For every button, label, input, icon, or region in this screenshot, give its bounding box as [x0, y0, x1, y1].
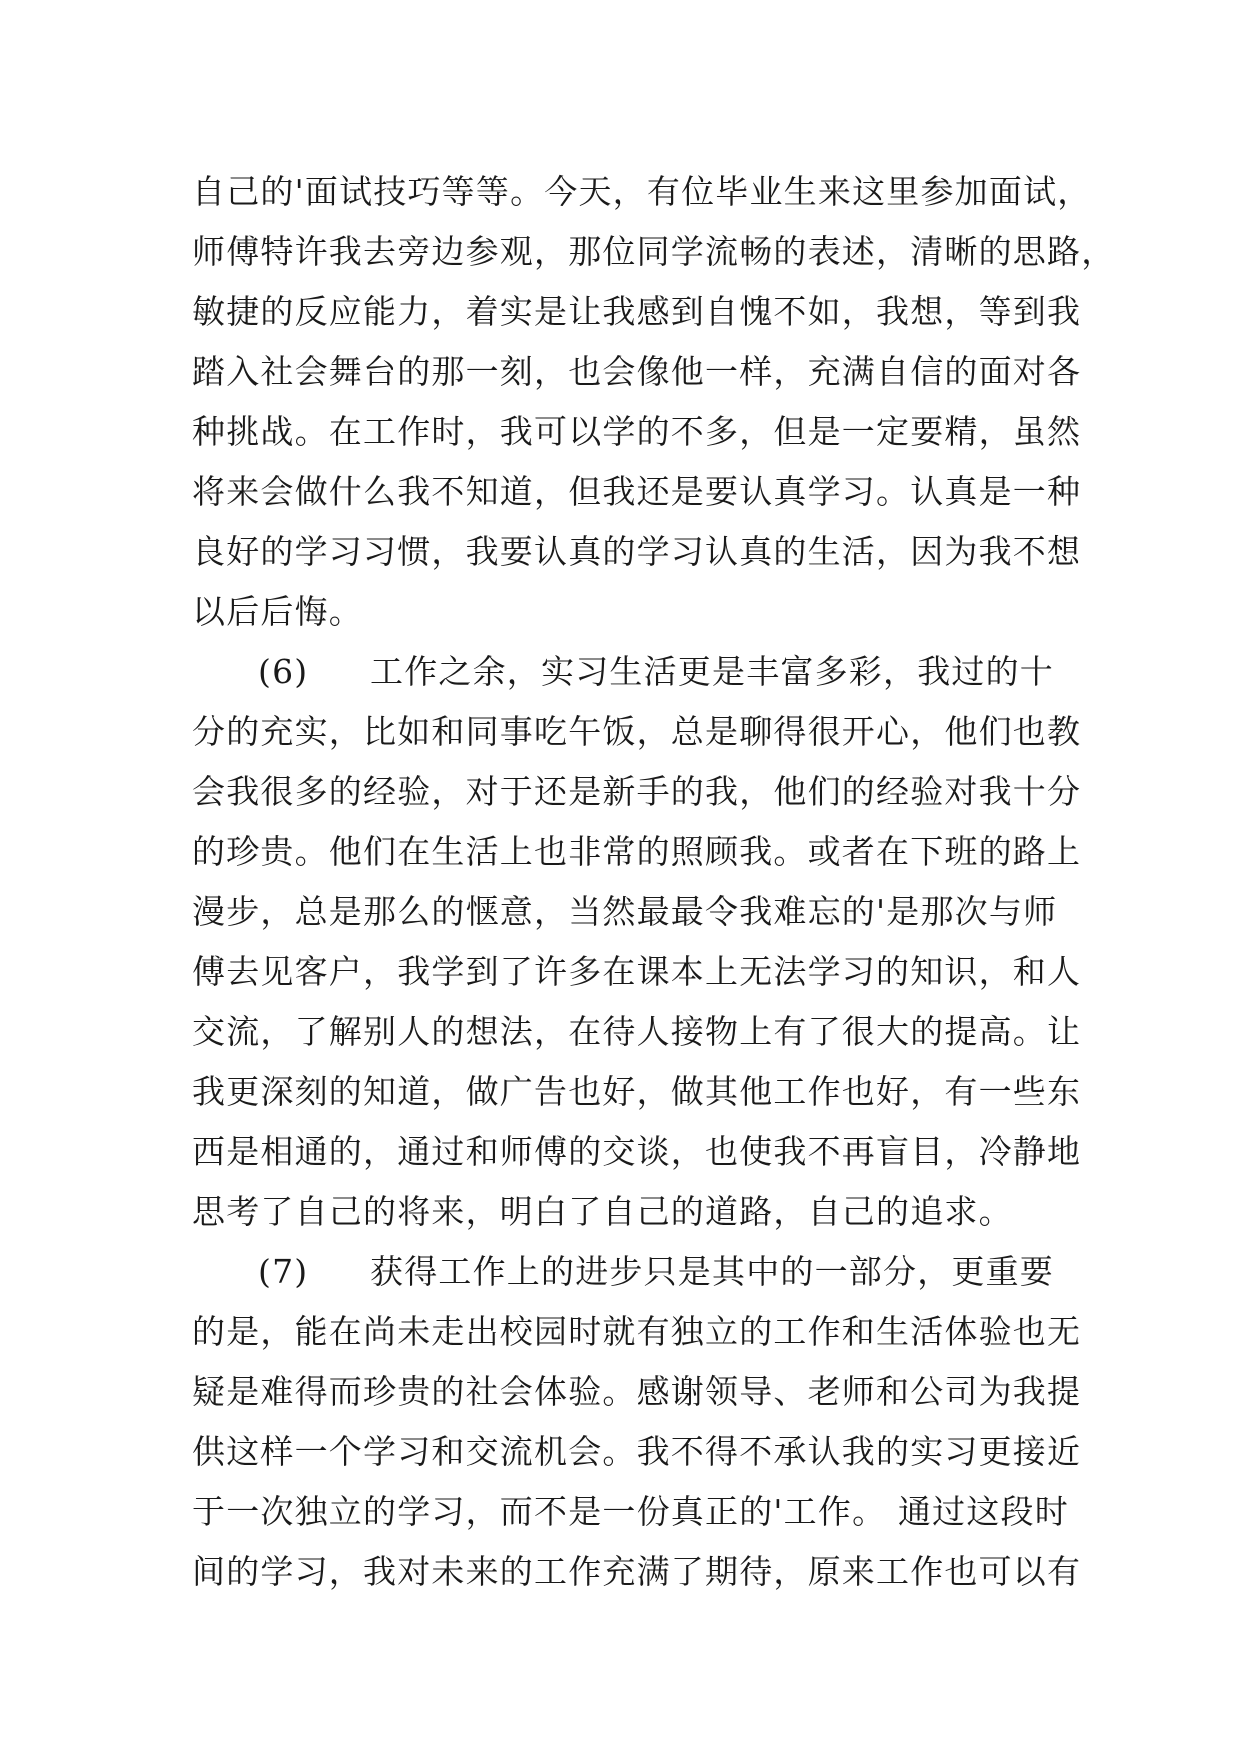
text-line: 间的学习，我对未来的工作充满了期待，原来工作也可以有	[192, 1552, 1082, 1591]
text-line: 交流，了解别人的想法，在待人接物上有了很大的提高。让	[192, 1012, 1082, 1051]
paragraph-7-first-line	[192, 1242, 1062, 1302]
text-line: 于一次独立的学习，而不是一份真正的'工作。 通过这段时	[192, 1492, 1069, 1531]
text-line: 师傅特许我去旁边参观，那位同学流畅的表述，清晰的思路，	[192, 232, 1116, 271]
text-line: 漫步，总是那么的惬意，当然最最令我难忘的'是那次与师	[192, 892, 1058, 931]
text-line: 供这样一个学习和交流机会。我不得不承认我的实习更接近	[192, 1432, 1082, 1471]
text-line: 自己的'面试技巧等等。今天，有位毕业生来这里参加面试，	[192, 172, 1092, 211]
text-line: 我更深刻的知道，做广告也好，做其他工作也好，有一些东	[192, 1072, 1082, 1111]
body-text	[192, 162, 1116, 1602]
paragraph-6-first-line	[192, 642, 1062, 702]
text-line: 会我很多的经验，对于还是新手的我，他们的经验对我十分	[192, 772, 1082, 811]
text-line: 敏捷的反应能力，着实是让我感到自愧不如，我想，等到我	[192, 292, 1082, 331]
text-line: 将来会做什么我不知道，但我还是要认真学习。认真是一种	[192, 472, 1082, 511]
paragraph-text: 工作之余，实习生活更是丰富多彩，我过的十	[370, 652, 1054, 691]
text-line: 分的充实，比如和同事吃午饭，总是聊得很开心，他们也教	[192, 712, 1082, 751]
text-line: 种挑战。在工作时，我可以学的不多，但是一定要精，虽然	[192, 412, 1082, 451]
paragraph-text: 获得工作上的进步只是其中的一部分，更重要	[370, 1252, 1054, 1291]
text-line: 踏入社会舞台的那一刻，也会像他一样，充满自信的面对各	[192, 352, 1082, 391]
paragraph-number: (6)	[258, 652, 309, 691]
text-line: 傅去见客户，我学到了许多在课本上无法学习的知识，和人	[192, 952, 1082, 991]
text-line: 思考了自己的将来，明白了自己的道路，自己的追求。	[192, 1192, 1013, 1231]
text-line: 以后后悔。	[192, 592, 363, 631]
text-line: 的是，能在尚未走出校园时就有独立的工作和生活体验也无	[192, 1312, 1082, 1351]
paragraph-number: (7)	[258, 1252, 309, 1291]
text-line: 良好的学习习惯，我要认真的学习认真的生活，因为我不想	[192, 532, 1082, 571]
text-line: 疑是难得而珍贵的社会体验。感谢领导、老师和公司为我提	[192, 1372, 1082, 1411]
text-line: 的珍贵。他们在生活上也非常的照顾我。或者在下班的路上	[192, 832, 1082, 871]
text-line: 西是相通的，通过和师傅的交谈，也使我不再盲目，冷静地	[192, 1132, 1082, 1171]
